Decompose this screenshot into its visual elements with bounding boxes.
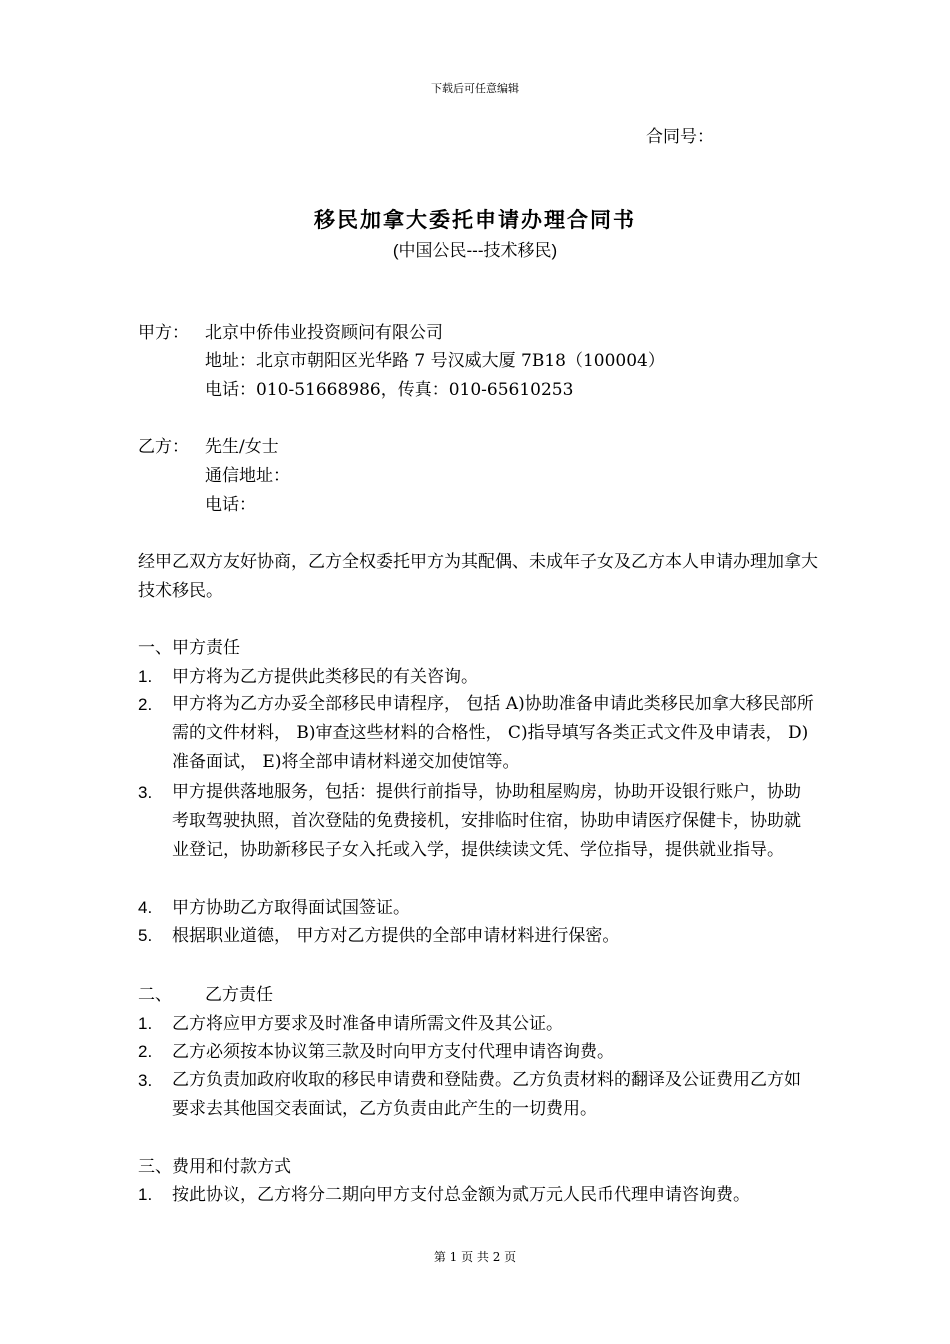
- document-subtitle: (中国公民---技术移民): [392, 241, 558, 260]
- section-1-item-1-text: 甲方将为乙方提供此类移民的有关咨询。: [172, 667, 478, 687]
- party-b-name: 先生/女士: [205, 437, 279, 457]
- header-note: 下载后可任意编辑: [431, 82, 519, 95]
- section-2-item-1-num: 1.: [138, 1014, 153, 1033]
- section-2-heading: 乙方责任: [205, 985, 273, 1005]
- party-b-address: 通信地址：: [205, 466, 290, 486]
- section-2-item-3-text: 乙方负责加政府收取的移民申请费和登陆费。乙方负责材料的翻译及公证费用乙方如要求去其他国交表面试，乙方负责由此产生的一切费用。: [172, 1070, 801, 1119]
- section-1-item-2-num: 2.: [138, 695, 153, 714]
- section-1-item-3-num: 3.: [138, 783, 153, 802]
- section-1-item-3-text: 甲方提供落地服务，包括：提供行前指导，协助租屋购房，协助开设银行账户，协助考取驾驶执照，首次登陆的免费接机，安排临时住宿，协助申请医疗保健卡，协助就业登记，协助新移民子女入托或入学，提供续读文凭、学位指导，提供就业指导。: [172, 782, 801, 860]
- section-1-item-5-num: 5.: [138, 926, 153, 945]
- section-1-item-5-text: 根据职业道德， 甲方对乙方提供的全部申请材料进行保密。: [172, 926, 620, 946]
- section-3-item-1-text: 按此协议，乙方将分二期向甲方支付总金额为贰万元人民币代理申请咨询费。: [172, 1185, 750, 1205]
- party-b-label: 乙方：: [138, 437, 189, 457]
- section-1-item-2-text: 甲方将为乙方办妥全部移民申请程序， 包括 A)协助准备申请此类移民加拿大移民部所需的文件材料， B)审查这些材料的合格性， C)指导填写各类正式文件及申请表， D)准备面试， E)将全部申请材料递交加使馆等。: [172, 694, 814, 772]
- party-a-contact: 电话：010-51668986，传真：010-65610253: [205, 380, 574, 400]
- party-a-address: 地址：北京市朝阳区光华路 7 号汉威大厦 7B18（100004）: [205, 351, 665, 371]
- section-2-item-3-num: 3.: [138, 1071, 153, 1090]
- party-a-label: 甲方：: [138, 323, 189, 343]
- section-2-item-2-text: 乙方必须按本协议第三款及时向甲方支付代理申请咨询费。: [172, 1042, 614, 1062]
- contract-number-label: 合同号：: [646, 127, 714, 147]
- section-1-item-4-num: 4.: [138, 898, 153, 917]
- section-3-item-1-num: 1.: [138, 1185, 153, 1204]
- section-2-item-2-num: 2.: [138, 1042, 153, 1061]
- section-3-heading: 三、费用和付款方式: [138, 1157, 291, 1177]
- section-1-item-4-text: 甲方协助乙方取得面试国签证。: [172, 898, 410, 918]
- intro-paragraph: 经甲乙双方友好协商，乙方全权委托甲方为其配偶、未成年子女及乙方本人申请办理加拿大技术移民。: [138, 552, 818, 601]
- party-b-phone: 电话：: [205, 495, 256, 515]
- section-1-heading: 一、甲方责任: [138, 638, 240, 658]
- document-title: 移民加拿大委托申请办理合同书: [314, 207, 636, 232]
- section-2-item-1-text: 乙方将应甲方要求及时准备申请所需文件及其公证。: [172, 1014, 563, 1034]
- page-footer: 第 1 页 共 2 页: [433, 1250, 517, 1264]
- section-1-item-1-num: 1.: [138, 667, 153, 686]
- section-2-heading-num: 二、: [138, 985, 172, 1005]
- party-a-name: 北京中侨伟业投资顾问有限公司: [205, 323, 443, 343]
